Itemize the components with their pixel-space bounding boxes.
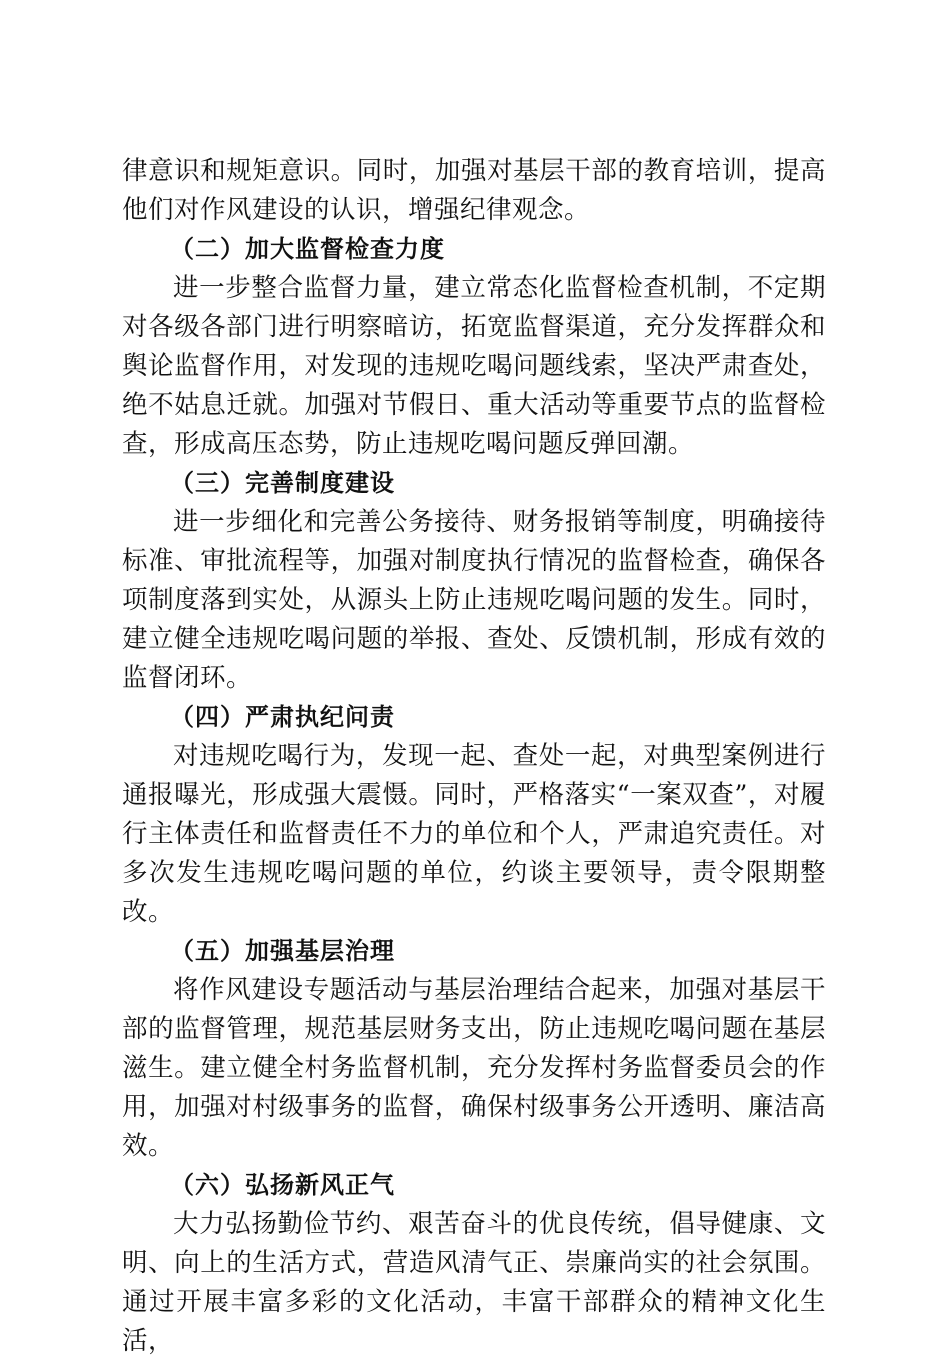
section-body-6: 大力弘扬勤俭节约、艰苦奋斗的优良传统，倡导健康、文明、向上的生活方式，营造风清气正、崇廉尚实的社会氛围。通过开展丰富多彩的文化活动，丰富干部群众的精神文化生活， [122, 1209, 826, 1356]
section-body-5: 将作风建设专题活动与基层治理结合起来，加强对基层干部的监督管理，规范基层财务支出，防止违规吃喝问题在基层滋生。建立健全村务监督机制，充分发挥村务监督委员会的作用，加强对村级事务的监督，确保村级事务公开透明、廉洁高效。 [122, 975, 826, 1161]
section-body-3: 进一步细化和完善公务接待、财务报销等制度，明确接待标准、审批流程等，加强对制度执行情况的监督检查，确保各项制度落到实处，从源头上防止违规吃喝问题的发生。同时，建立健全违规吃喝问题的举报、查处、反馈机制，形成有效的监督闭环。 [122, 507, 826, 693]
section-body-2: 进一步整合监督力量，建立常态化监督检查机制，不定期对各级各部门进行明察暗访，拓宽监督渠道，充分发挥群众和舆论监督作用，对发现的违规吃喝问题线索，坚决严肃查处，绝不姑息迁就。加强对节假日、重大活动等重要节点的监督检查，形成高压态势，防止违规吃喝问题反弹回潮。 [122, 273, 826, 459]
section-heading-2: （二）加大监督检查力度 [170, 235, 445, 263]
continued-paragraph: 律意识和规矩意识。同时，加强对基层干部的教育培训，提高他们对作风建设的认识，增强纪律观念。 [122, 156, 826, 225]
section-body-4: 对违规吃喝行为，发现一起、查处一起，对典型案例进行通报曝光，形成强大震慑。同时，严格落实“一案双查”，对履行主体责任和监督责任不力的单位和个人，严肃追究责任。对多次发生违规吃喝问题的单位，约谈主要领导，责令限期整改。 [122, 741, 826, 927]
section-heading-6: （六）弘扬新风正气 [170, 1171, 395, 1199]
section-heading-4: （四）严肃执纪问责 [170, 703, 395, 731]
document-body [122, 152, 826, 1361]
section-heading-3: （三）完善制度建设 [170, 469, 395, 497]
section-heading-5: （五）加强基层治理 [170, 937, 395, 965]
